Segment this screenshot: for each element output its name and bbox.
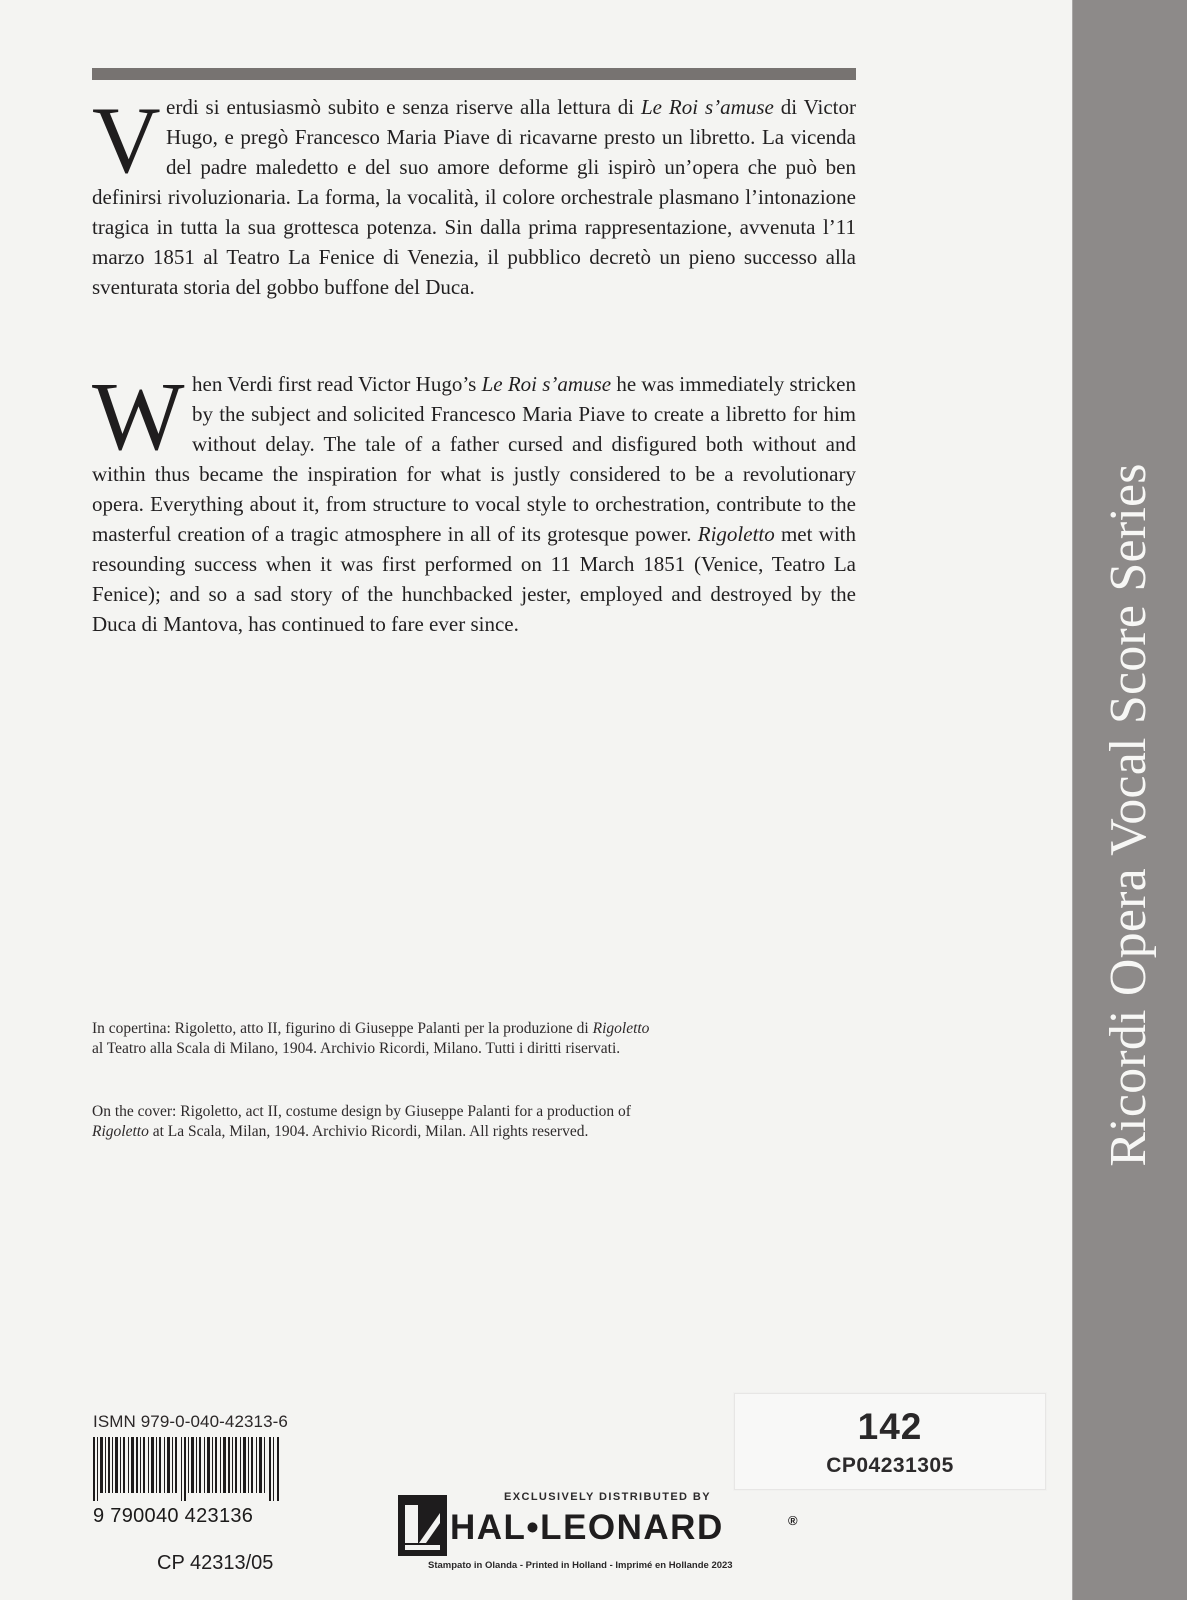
italian-dropcap: V: [92, 87, 161, 193]
italian-description: [92, 87, 856, 302]
registered-mark: ®: [788, 1513, 798, 1528]
english-opera-title: Rigoletto: [697, 522, 775, 546]
english-paragraph: [92, 363, 857, 639]
printed-in-note: Stampato in Olanda - Printed in Holland - Imprimé en Hollande 2023: [428, 1560, 733, 1571]
english-credit-paragraph: [92, 1102, 652, 1142]
catalogue-code: CP 42313/05: [157, 1552, 274, 1574]
english-credit-title: Rigoletto: [92, 1123, 149, 1140]
italian-paragraph: [92, 87, 856, 302]
english-text-after-opera: met with resounding success when it was first performed on 11 March 1851 (Venice, Teatro La Fenice); and so a sad story of the hunchbacked jester, employed and destroyed by the Duca di Mantova, has continued to fare ever since.: [92, 522, 856, 636]
english-credit-before-title: On the cover: Rigoletto, act II, costume design by Giuseppe Palanti for a production of: [92, 1103, 631, 1120]
hal-leonard-wordmark: HAL•LEONARD: [450, 1508, 724, 1547]
italian-text-after-title: di Victor Hugo, e pregò Francesco Maria Piave di ricavarne presto un libretto. La vicenda del padre maledetto e del suo amore deforme gli ispirò un’opera che può ben definirsi rivoluzionaria. La forma, la vocalità, il colore orchestrale plasmano l’intonazione tragica in tutta la sua grottesca potenza. Sin dalla prima rappresentazione, avvenuta l’11 marzo 1851 al Teatro La Fenice di Venezia, il pubblico decretò un pieno successo alla sventurata storia del gobbo buffone del Duca.: [92, 95, 856, 299]
barcode: [93, 1437, 283, 1527]
english-work-title: Le Roi s’amuse: [481, 372, 612, 396]
sticker-number: 142: [857, 1406, 923, 1447]
top-divider-rule: [92, 68, 856, 80]
italian-text-before-title: erdi si entusiasmò subito e senza riserve alla lettura di: [166, 95, 641, 119]
italian-credit-paragraph: [92, 1019, 652, 1059]
barcode-digits: 9 790040 423136: [93, 1505, 254, 1527]
english-text-before-title: hen Verdi first read Victor Hugo’s: [192, 372, 482, 396]
sticker-code: CP04231305: [826, 1454, 954, 1477]
italian-credit-before-title: In copertina: Rigoletto, atto II, figurino di Giuseppe Palanti per la produzione di: [92, 1020, 593, 1037]
english-description: [92, 363, 857, 639]
english-dropcap: W: [92, 363, 185, 471]
english-cover-credit: [92, 1102, 652, 1142]
series-side-band: [1072, 0, 1187, 1600]
price-sticker: [734, 1393, 1046, 1490]
barcode-bars: [93, 1437, 283, 1501]
series-title: Ricordi Opera Vocal Score Series: [1100, 463, 1157, 1167]
italian-credit-after-title: al Teatro alla Scala di Milano, 1904. Archivio Ricordi, Milano. Tutti i diritti riservati.: [92, 1040, 621, 1057]
distributor-block: [398, 1488, 828, 1588]
italian-credit-title: Rigoletto: [592, 1020, 650, 1037]
english-text-between: he was immediately stricken by the subject and solicited Francesco Maria Piave to create a libretto for him without delay. The tale of a father cursed and disfigured both without and within thus became the inspiration for what is justly considered to be a revolutionary opera. Everything about it, from structure to vocal style to orchestration, contribute to the masterful creation of a tragic atmosphere in all of its grotesque power.: [92, 372, 857, 546]
english-credit-after-title: at La Scala, Milan, 1904. Archivio Ricordi, Milan. All rights reserved.: [148, 1123, 589, 1140]
italian-work-title: Le Roi s’amuse: [641, 95, 774, 119]
hal-leonard-logo-icon: [398, 1495, 447, 1556]
ismn-label: ISMN 979-0-040-42313-6: [93, 1412, 288, 1431]
distributed-by-label: EXCLUSIVELY DISTRIBUTED BY: [504, 1491, 711, 1503]
italian-cover-credit: [92, 1019, 652, 1059]
